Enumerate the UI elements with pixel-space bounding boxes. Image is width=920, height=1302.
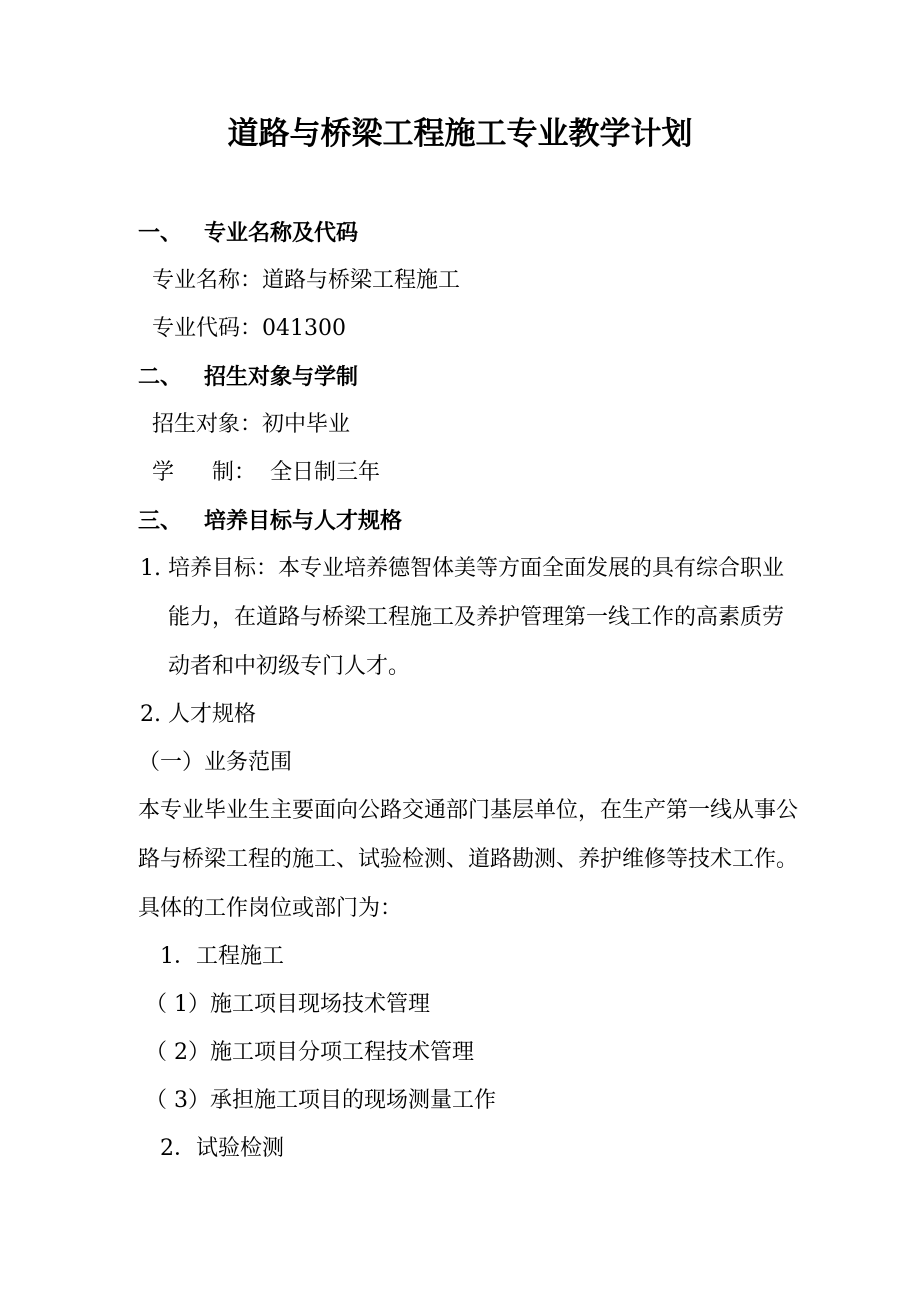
item-1-2: （ 2）施工项目分项工程技术管理 bbox=[145, 1040, 474, 1065]
goal-line-2: 能力，在道路与桥梁工程施工及养护管理第一线工作的高素质劳 bbox=[168, 605, 785, 630]
section-number: 三、 bbox=[138, 508, 183, 534]
section-number: 一、 bbox=[138, 220, 183, 246]
section-title: 培养目标与人才规格 bbox=[204, 508, 403, 534]
major-code-line: 专业代码：041300 bbox=[152, 316, 346, 341]
scope-line: （一）业务范围 bbox=[138, 750, 293, 775]
paragraph-line-3: 具体的工作岗位或部门为： bbox=[138, 896, 403, 921]
section-3-heading bbox=[138, 506, 402, 536]
section-title: 专业名称及代码 bbox=[204, 220, 359, 246]
item-1: 1．工程施工 bbox=[160, 944, 284, 969]
goal-line-3: 动者和中初级专门人才。 bbox=[168, 654, 411, 679]
enroll-line: 招生对象：初中毕业 bbox=[152, 412, 351, 437]
section-title: 招生对象与学制 bbox=[204, 364, 359, 390]
spec-line: 2. 人才规格 bbox=[140, 702, 256, 727]
duration-label-1: 学 bbox=[152, 460, 175, 485]
duration-line bbox=[152, 458, 380, 488]
goal-line-1: 1. 培养目标：本专业培养德智体美等方面全面发展的具有综合职业 bbox=[140, 556, 784, 581]
item-2: 2．试验检测 bbox=[160, 1136, 284, 1161]
section-2-heading bbox=[138, 362, 358, 392]
major-name-line: 专业名称：道路与桥梁工程施工 bbox=[152, 268, 461, 293]
page-title: 道路与桥梁工程施工专业教学计划 bbox=[227, 116, 693, 152]
duration-value: 全日制三年 bbox=[270, 460, 381, 485]
duration-label-2: 制： bbox=[212, 460, 257, 485]
item-1-3: （ 3）承担施工项目的现场测量工作 bbox=[145, 1088, 496, 1113]
section-number: 二、 bbox=[138, 364, 183, 390]
section-1-heading bbox=[138, 218, 358, 248]
paragraph-line-1: 本专业毕业生主要面向公路交通部门基层单位，在生产第一线从事公 bbox=[138, 798, 799, 823]
paragraph-line-2: 路与桥梁工程的施工、试验检测、道路勘测、养护维修等技术工作。 bbox=[138, 847, 799, 872]
item-1-1: （ 1）施工项目现场技术管理 bbox=[145, 992, 430, 1017]
